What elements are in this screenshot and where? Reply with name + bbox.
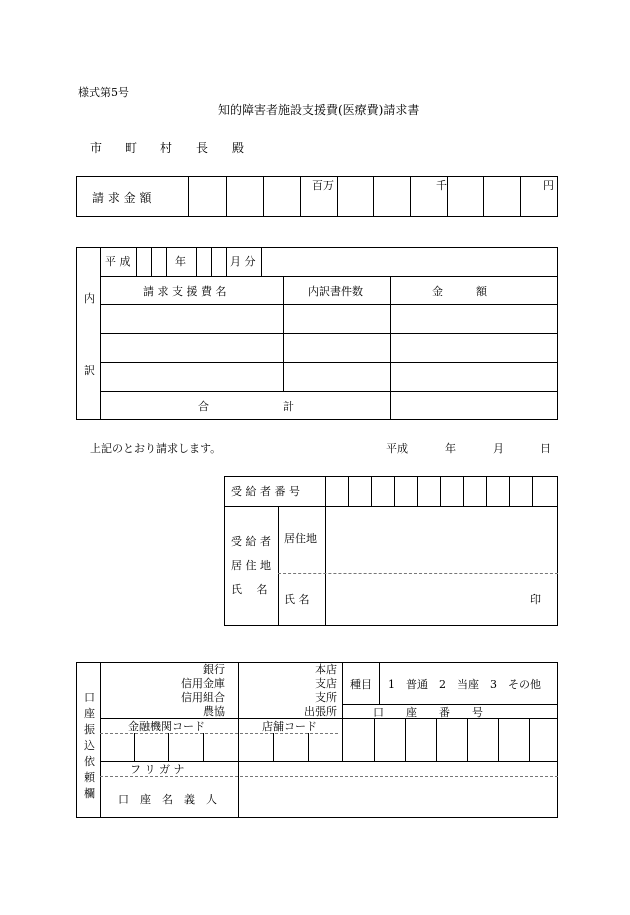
bank-side-label-3: 振	[84, 723, 95, 736]
divider	[151, 247, 152, 276]
divider	[483, 176, 484, 217]
divider	[226, 176, 227, 217]
unit-yen: 円	[543, 179, 554, 192]
date-day: 日	[540, 442, 551, 455]
divider	[238, 761, 239, 818]
account-holder-label: 口 座 名 義 人	[118, 793, 217, 806]
divider	[136, 247, 137, 276]
claim-amount-label: 請 求 金 額	[92, 191, 152, 205]
divider	[283, 276, 284, 391]
document-title: 知的障害者施設支援費(医療費)請求書	[218, 103, 420, 117]
digit-divider	[440, 476, 441, 506]
bank-code-label: 金融機関コード	[128, 720, 205, 733]
breakdown-side-label-2: 訳	[84, 364, 95, 377]
digit-divider	[374, 718, 375, 761]
row-line	[100, 761, 558, 762]
digit-divider	[467, 718, 468, 761]
account-type-label: 種目	[350, 678, 372, 691]
digit-divider	[529, 718, 530, 761]
recipient-label-line-3: 氏 名	[231, 583, 268, 596]
divider	[188, 176, 189, 217]
dashed-line	[100, 776, 558, 777]
divider	[373, 176, 374, 217]
digit-divider	[417, 476, 418, 506]
digit-divider	[371, 476, 372, 506]
branch-office: 出張所	[304, 705, 337, 718]
digit-divider	[463, 476, 464, 506]
column-header-amount: 金 額	[432, 285, 487, 298]
total-label-left: 合	[198, 400, 209, 413]
digit-divider	[498, 718, 499, 761]
bank-side-label-5: 依	[84, 755, 95, 768]
divider	[325, 476, 326, 626]
bank-side-label-4: 込	[84, 739, 95, 752]
period-year: 年	[175, 255, 186, 268]
row-line	[100, 391, 558, 392]
bank-side-label-2: 座	[84, 707, 95, 720]
row-line	[224, 506, 558, 507]
divider	[261, 247, 262, 276]
digit-divider	[394, 476, 395, 506]
digit-divider	[436, 718, 437, 761]
address-label: 居住地	[284, 532, 317, 545]
branch-code-label: 店舗コード	[262, 720, 317, 733]
divider	[238, 662, 239, 718]
digit-divider	[532, 476, 533, 506]
column-header-count: 内訳書件数	[308, 285, 363, 298]
divider	[447, 176, 448, 217]
unit-thousand: 千	[436, 179, 447, 192]
divider	[166, 247, 167, 276]
digit-divider	[348, 476, 349, 506]
divider	[226, 247, 227, 276]
name-label: 氏 名	[284, 593, 310, 606]
divider	[100, 662, 101, 818]
branch-main: 本店	[315, 663, 337, 676]
row-line	[100, 304, 558, 305]
form-number: 様式第5号	[78, 86, 129, 99]
divider	[211, 247, 212, 276]
divider	[278, 506, 279, 626]
date-year: 年	[445, 442, 456, 455]
divider	[410, 176, 411, 217]
digit-divider	[273, 733, 274, 761]
column-header-name: 請 求 支 援 費 名	[143, 285, 227, 298]
divider	[342, 662, 343, 718]
digit-divider	[203, 733, 204, 761]
addressee-dono: 殿	[232, 141, 245, 155]
digit-divider	[308, 733, 309, 761]
institution-shinkin: 信用金庫	[181, 677, 225, 690]
row-line	[100, 333, 558, 334]
recipient-number-label: 受 給 者 番 号	[231, 485, 300, 498]
account-number-label: 口 座 番 号	[373, 706, 483, 719]
divider	[300, 176, 301, 217]
digit-divider	[486, 476, 487, 506]
unit-million: 百万	[312, 179, 334, 192]
divider	[379, 662, 380, 704]
request-statement: 上記のとおり請求します。	[90, 442, 222, 455]
seal-mark: 印	[530, 593, 541, 606]
recipient-label-line-1: 受 給 者	[231, 535, 271, 548]
institution-nokyo: 農協	[203, 705, 225, 718]
branch-shiten: 支店	[315, 677, 337, 690]
divider	[337, 176, 338, 217]
breakdown-side-label-1: 内	[84, 292, 95, 305]
recipient-label-line-2: 居 住 地	[231, 559, 271, 572]
addressee-machi: 町	[125, 141, 138, 155]
divider	[342, 718, 343, 761]
total-label-right: 計	[283, 400, 294, 413]
period-era: 平 成	[105, 255, 131, 268]
digit-divider	[509, 476, 510, 506]
institution-bank: 銀行	[203, 663, 225, 676]
divider	[238, 718, 239, 761]
row-line	[342, 704, 558, 705]
recipient-box	[224, 476, 558, 626]
divider	[263, 176, 264, 217]
row-line	[100, 276, 558, 277]
dashed-line	[278, 573, 558, 574]
divider	[520, 176, 521, 217]
row-line	[100, 718, 342, 719]
furigana-label: フ リ ガ ナ	[130, 763, 185, 776]
row-line	[100, 362, 558, 363]
addressee-cho: 長	[196, 141, 209, 155]
bank-side-label-1: 口	[84, 691, 95, 704]
digit-divider	[168, 733, 169, 761]
digit-divider	[134, 733, 135, 761]
branch-shisho: 支所	[315, 691, 337, 704]
bank-side-label-7: 欄	[84, 787, 95, 800]
addressee-mura: 村	[160, 141, 173, 155]
divider	[196, 247, 197, 276]
divider	[390, 276, 391, 420]
dashed-line	[100, 733, 338, 734]
addressee-shi: 市	[90, 141, 103, 155]
date-era: 平成	[386, 442, 408, 455]
bank-side-label-6: 頼	[84, 771, 95, 784]
digit-divider	[405, 718, 406, 761]
institution-kumiai: 信用組合	[181, 691, 225, 704]
account-type-options: 1 普通 2 当座 3 その他	[388, 678, 541, 691]
date-month: 月	[493, 442, 504, 455]
period-month: 月 分	[230, 255, 256, 268]
